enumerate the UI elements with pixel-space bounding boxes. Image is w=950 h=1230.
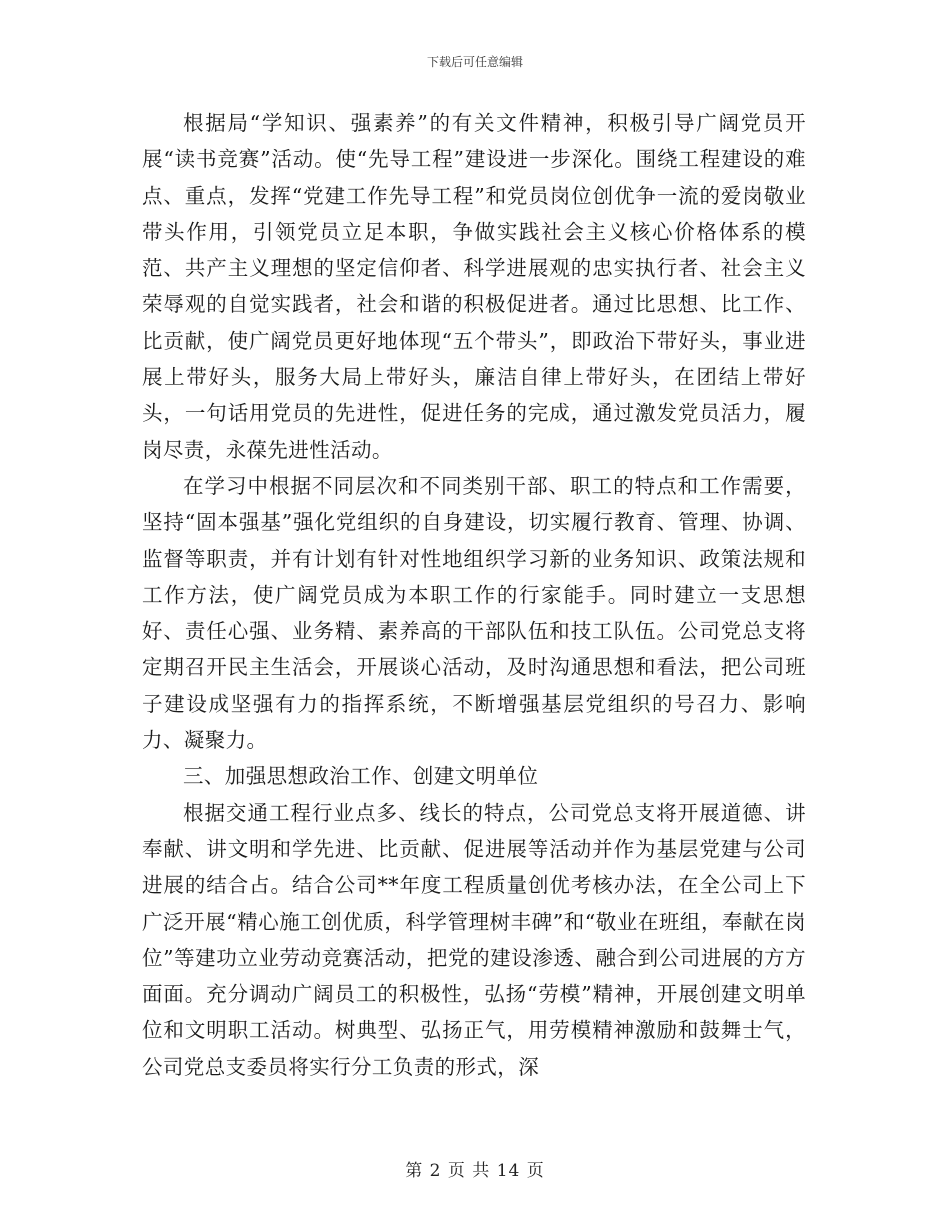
- paragraph-1: 根据局“学知识、强素养”的有关文件精神，积极引导广阔党员开展“读书竞赛”活动。使“先导工程”建设进一步深化。围绕工程建设的难点、重点，发挥“党建工作先导工程”和党员岗位创优争一流的爱岗敬业带头作用，引领党员立足本职，争做实践社会主义核心价格体系的模范、共产主义理想的坚定信仰者、科学进展观的忠实执行者、社会主义荣辱观的自觉实践者，社会和谐的积极促进者。通过比思想、比工作、比贡献，使广阔党员更好地体现“五个带头”，即政治下带好头，事业进展上带好头，服务大局上带好头，廉洁自律上带好头，在团结上带好头，一句话用党员的先进性，促进任务的完成，通过激发党员活力，履岗尽责，永葆先进性活动。: [142, 111, 806, 462]
- paragraph-3: 根据交通工程行业点多、线长的特点，公司党总支将开展道德、讲奉献、讲文明和学先进、比贡献、促进展等活动并作为基层党建与公司进展的结合占。结合公司**年度工程质量创优考核办法，在全公司上下广泛开展“精心施工创优质，科学管理树丰碑”和“敬业在班组，奉献在岗位”等建功立业劳动竞赛活动，把党的建设渗透、融合到公司进展的方方面面。充分调动广阔员工的积极性，弘扬“劳模”精神，开展创建文明单位和文明职工活动。树典型、弘扬正气，用劳模精神激励和鼓舞士气，公司党总支委员将实行分工负责的形式，深: [142, 800, 806, 1079]
- page-number: 第 2 页 共 14 页: [405, 1161, 545, 1181]
- paragraph-2: 在学习中根据不同层次和不同类别干部、职工的特点和工作需要，坚持“固本强基”强化党组织的自身建设，切实履行教育、管理、协调、监督等职责，并有计划有针对性地组织学习新的业务知识、政策法规和工作方法，使广阔党员成为本职工作的行家能手。同时建立一支思想好、责任心强、业务精、素养高的干部队伍和技工队伍。公司党总支将定期召开民主生活会，开展谈心活动，及时沟通思想和看法，把公司班子建设成坚强有力的指挥系统，不断增强基层党组织的号召力、影响力、凝聚力。: [142, 473, 806, 753]
- section-heading: 三、加强思想政治工作、创建文明单位: [183, 764, 539, 789]
- document-body: [142, 105, 806, 1085]
- header-note: 下载后可任意编辑: [426, 55, 523, 69]
